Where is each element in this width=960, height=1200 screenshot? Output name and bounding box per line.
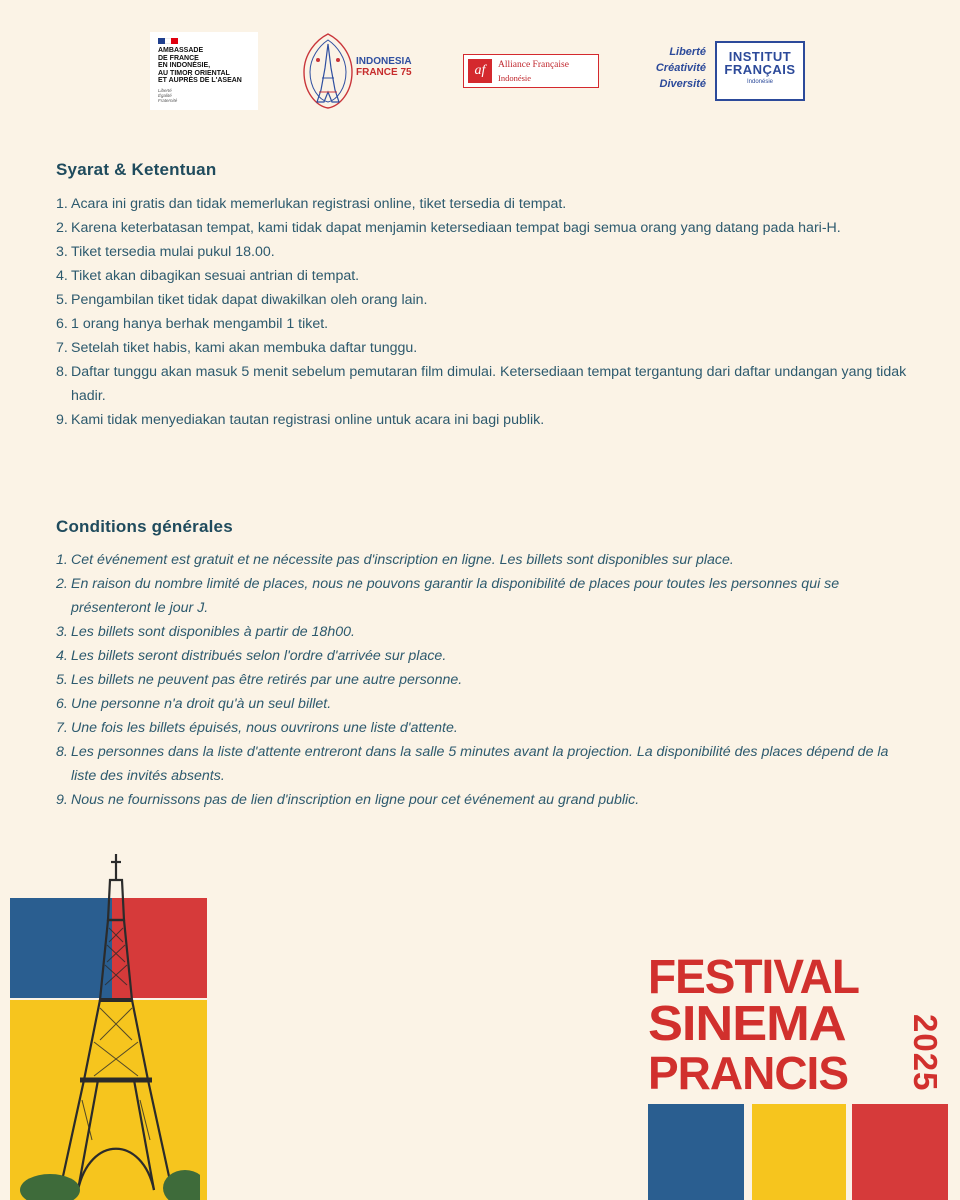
af-country: Indonésie — [498, 73, 532, 83]
item-text: Les billets ne peuvent pas être retirés par une autre personne. — [71, 672, 463, 688]
festival-year: 2025 — [907, 1014, 944, 1092]
item-text: En raison du nombre limité de places, nous ne pouvons garantir la disponibilité de places pour toutes les personnes qui se présenteront le jour J. — [71, 576, 840, 616]
item-number: 1. — [56, 196, 68, 212]
item-text: Les billets sont disponibles à partir de 18h00. — [71, 624, 355, 640]
alliance-francaise-logo — [463, 54, 599, 88]
item-text: Acara ini gratis dan tidak memerlukan registrasi online, tiket tersedia di tempat. — [71, 196, 567, 212]
item-text: Les personnes dans la liste d'attente entreront dans la salle 5 minutes avant la projection. La disponibilité des places dépend de la liste des invités absents. — [71, 744, 889, 784]
red-square — [852, 1104, 948, 1200]
list-item — [56, 216, 916, 240]
conditions-list — [56, 548, 916, 812]
item-text: Nous ne fournissons pas de lien d'inscription en ligne pour cet événement au grand public. — [71, 792, 640, 808]
item-text: Tiket tersedia mulai pukul 18.00. — [71, 244, 275, 260]
list-item — [56, 548, 916, 572]
list-item — [56, 740, 916, 788]
item-text: Une fois les billets épuisés, nous ouvrirons une liste d'attente. — [71, 720, 458, 736]
item-text: 1 orang hanya berhak mengambil 1 tiket. — [71, 316, 329, 332]
indonesia-france-75-logo — [298, 30, 416, 112]
list-item — [56, 692, 916, 716]
wayang-eiffel-icon — [298, 30, 358, 112]
marianne-flag-icon — [158, 38, 178, 44]
af-badge-icon: af — [468, 59, 492, 83]
motto-creativite: Créativité — [655, 62, 706, 74]
item-number: 2. — [56, 220, 68, 236]
embassy-logo — [150, 32, 258, 110]
blue-square — [648, 1104, 744, 1200]
item-text: Une personne n'a droit qu'à un seul billet. — [71, 696, 332, 712]
item-text: Tiket akan dibagikan sesuai antrian di tempat. — [71, 268, 360, 284]
item-number: 1. — [56, 552, 68, 568]
list-item — [56, 644, 916, 668]
motto-block — [630, 44, 706, 92]
item-number: 7. — [56, 720, 68, 736]
institut-francais-logo — [715, 41, 805, 101]
if75-line2: FRANCE 75 — [356, 67, 412, 78]
list-item — [56, 336, 916, 360]
festival-branding — [648, 948, 948, 1200]
embassy-text: AMBASSADE DE FRANCE EN INDONÉSIE, AU TIMOR ORIENTAL ET AUPRÈS DE L'ASEAN — [158, 47, 242, 85]
item-text: Les billets seront distribués selon l'ordre d'arrivée sur place. — [71, 648, 447, 664]
item-number: 3. — [56, 624, 68, 640]
item-number: 4. — [56, 268, 68, 284]
item-number: 5. — [56, 672, 68, 688]
item-text: Setelah tiket habis, kami akan membuka daftar tunggu. — [71, 340, 418, 356]
partner-logos — [150, 30, 820, 112]
list-item — [56, 312, 916, 336]
list-item — [56, 620, 916, 644]
institut-line3: Indonésie — [746, 79, 774, 85]
item-text: Karena keterbatasan tempat, kami tidak dapat menjamin ketersediaan tempat bagi semua orang yang datang pada hari-H. — [71, 220, 841, 236]
item-number: 6. — [56, 696, 68, 712]
item-number: 5. — [56, 292, 68, 308]
list-item — [56, 408, 916, 432]
yellow-square — [752, 1104, 846, 1200]
item-text: Kami tidak menyediakan tautan registrasi online untuk acara ini bagi publik. — [71, 412, 545, 428]
eiffel-decoration — [10, 850, 210, 1200]
item-text: Cet événement est gratuit et ne nécessite pas d'inscription en ligne. Les billets sont disponibles sur place. — [71, 552, 734, 568]
item-number: 7. — [56, 340, 68, 356]
list-item — [56, 240, 916, 264]
item-number: 2. — [56, 576, 68, 592]
item-text: Daftar tunggu akan masuk 5 menit sebelum pemutaran film dimulai. Ketersediaan tempat tergantung dari daftar undangan yang tidak hadir. — [71, 364, 907, 404]
list-item — [56, 788, 916, 812]
institut-line1: INSTITUT — [728, 49, 792, 64]
item-text: Pengambilan tiket tidak dapat diwakilkan oleh orang lain. — [71, 292, 428, 308]
item-number: 8. — [56, 744, 68, 760]
item-number: 4. — [56, 648, 68, 664]
item-number: 6. — [56, 316, 68, 332]
item-number: 9. — [56, 412, 68, 428]
item-number: 9. — [56, 792, 68, 808]
syarat-heading: Syarat & Ketentuan — [56, 160, 217, 179]
festival-title-line3: PRANCIS — [648, 1047, 849, 1099]
motto-liberte: Liberté — [669, 46, 706, 58]
festival-title-line1: FESTIVAL — [648, 949, 859, 1004]
embassy-motto: Liberté Égalité Fraternité — [158, 87, 178, 103]
festival-title-line2: SINEMA — [648, 997, 846, 1051]
list-item — [56, 360, 916, 408]
motto-diversite: Diversité — [659, 78, 706, 90]
list-item — [56, 264, 916, 288]
if75-line1: INDONESIA — [356, 56, 412, 67]
af-name: Alliance Française — [498, 60, 569, 70]
item-number: 3. — [56, 244, 68, 260]
list-item — [56, 668, 916, 692]
list-item — [56, 572, 916, 620]
list-item — [56, 288, 916, 312]
eiffel-tower-icon — [20, 850, 200, 1200]
conditions-heading: Conditions générales — [56, 517, 233, 536]
list-item — [56, 192, 916, 216]
syarat-list — [56, 192, 916, 432]
list-item — [56, 716, 916, 740]
institut-line2: FRANÇAIS — [724, 62, 796, 77]
item-number: 8. — [56, 364, 68, 380]
